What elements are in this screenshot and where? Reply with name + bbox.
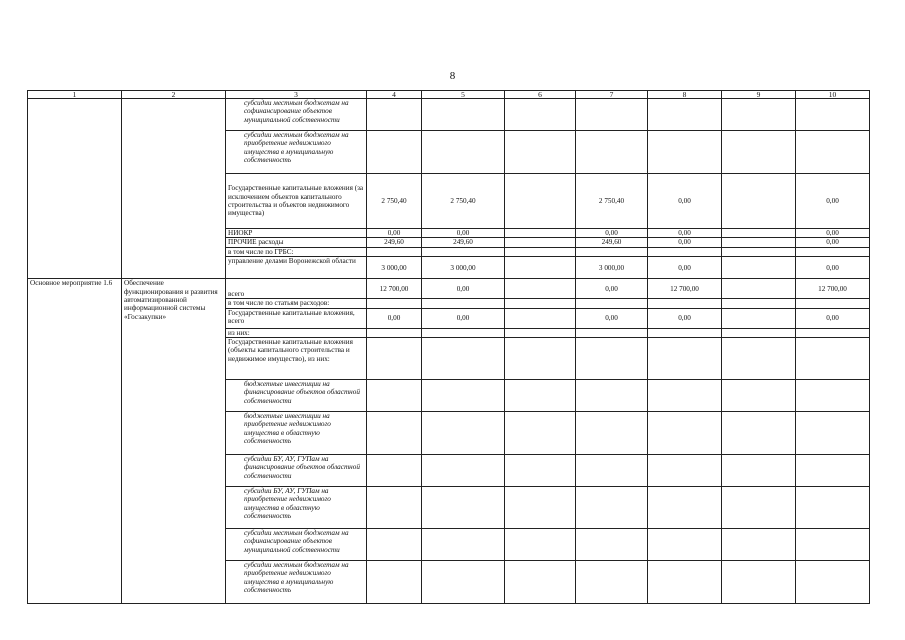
- cell-value: [367, 99, 422, 131]
- cell-item: субсидии местным бюджетам на софинансирование объектов муниципальной собственности: [226, 99, 367, 131]
- cell-value: [576, 561, 648, 604]
- budget-table: [27, 90, 870, 604]
- cell-value: [796, 412, 870, 455]
- cell-value: [796, 561, 870, 604]
- cell-value: [576, 455, 648, 487]
- page-number: 8: [449, 70, 456, 82]
- cell-value: 0,00: [648, 238, 722, 247]
- cell-value: [576, 412, 648, 455]
- cell-item: Государственные капитальные вложения (объекты капитального строительства и недвижимое имущество), из них:: [226, 338, 367, 380]
- cell-value: 0,00: [796, 238, 870, 247]
- cell-value: 2 750,40: [576, 174, 648, 229]
- cell-value: 0,00: [796, 174, 870, 229]
- cell-value: 0,00: [648, 229, 722, 238]
- cell-value: [505, 338, 576, 380]
- cell-value: [422, 247, 505, 256]
- cell-value: [505, 328, 576, 337]
- column-number: 8: [648, 91, 722, 99]
- cell-value: [422, 412, 505, 455]
- cell-value: [722, 561, 796, 604]
- cell-value: [367, 338, 422, 380]
- cell-value: [722, 99, 796, 131]
- cell-value: [648, 299, 722, 308]
- cell-value: [422, 338, 505, 380]
- cell-value: [367, 380, 422, 412]
- cell-value: [505, 487, 576, 529]
- cell-item: управление делами Воронежской области: [226, 257, 367, 279]
- column-number: 2: [122, 91, 226, 99]
- cell-value: [648, 131, 722, 174]
- cell-value: [576, 338, 648, 380]
- column-number: 5: [422, 91, 505, 99]
- cell-value: [367, 412, 422, 455]
- cell-value: 249,60: [422, 238, 505, 247]
- column-number: 7: [576, 91, 648, 99]
- cell-value: [576, 299, 648, 308]
- cell-value: [576, 487, 648, 529]
- table-row: [28, 279, 870, 299]
- cell-value: [648, 99, 722, 131]
- cell-value: 12 700,00: [796, 279, 870, 299]
- cell-value: 0,00: [367, 308, 422, 328]
- cell-value: [505, 174, 576, 229]
- cell-value: [422, 299, 505, 308]
- column-number: 3: [226, 91, 367, 99]
- cell-value: [576, 328, 648, 337]
- cell-measure-prev: [28, 99, 122, 279]
- cell-value: 0,00: [422, 279, 505, 299]
- cell-value: [648, 455, 722, 487]
- cell-value: [367, 328, 422, 337]
- cell-item: субсидии местным бюджетам на приобретение недвижимого имущества в муниципальную собственность: [226, 561, 367, 604]
- cell-value: [367, 487, 422, 529]
- cell-value: [367, 529, 422, 561]
- cell-value: [505, 561, 576, 604]
- cell-item: субсидии БУ, АУ, ГУПам на финансирование объектов областной собственности: [226, 455, 367, 487]
- cell-value: [422, 328, 505, 337]
- cell-description-prev: [122, 99, 226, 279]
- cell-value: [722, 247, 796, 256]
- cell-value: 249,60: [576, 238, 648, 247]
- cell-value: 0,00: [648, 257, 722, 279]
- cell-item: ПРОЧИЕ расходы: [226, 238, 367, 247]
- cell-value: 0,00: [367, 229, 422, 238]
- cell-value: 0,00: [576, 229, 648, 238]
- cell-value: [722, 131, 796, 174]
- cell-value: [576, 529, 648, 561]
- cell-value: 249,60: [367, 238, 422, 247]
- cell-value: [796, 247, 870, 256]
- cell-value: [422, 99, 505, 131]
- cell-value: [422, 131, 505, 174]
- cell-value: [796, 131, 870, 174]
- cell-value: 0,00: [648, 308, 722, 328]
- cell-value: 3 000,00: [422, 257, 505, 279]
- table-row: [28, 99, 870, 131]
- cell-value: 0,00: [796, 257, 870, 279]
- cell-value: [505, 279, 576, 299]
- cell-value: [722, 487, 796, 529]
- cell-value: [505, 308, 576, 328]
- cell-item: всего: [226, 279, 367, 299]
- cell-item: НИОКР: [226, 229, 367, 238]
- cell-value: [505, 131, 576, 174]
- cell-value: 0,00: [576, 279, 648, 299]
- cell-value: [505, 529, 576, 561]
- cell-value: [796, 380, 870, 412]
- cell-value: [722, 229, 796, 238]
- cell-value: [422, 380, 505, 412]
- cell-item: субсидии БУ, АУ, ГУПам на приобретение недвижимого имущества в областную собственность: [226, 487, 367, 529]
- cell-value: [722, 529, 796, 561]
- cell-value: [722, 308, 796, 328]
- cell-item: бюджетные инвестиции на финансирование объектов областной собственности: [226, 380, 367, 412]
- cell-value: 3 000,00: [367, 257, 422, 279]
- cell-value: [796, 338, 870, 380]
- cell-value: [505, 455, 576, 487]
- cell-value: 3 000,00: [576, 257, 648, 279]
- cell-item: в том числе по ГРБС:: [226, 247, 367, 256]
- cell-value: [422, 529, 505, 561]
- cell-value: [576, 247, 648, 256]
- cell-value: [505, 229, 576, 238]
- column-number: 10: [796, 91, 870, 99]
- cell-value: [367, 455, 422, 487]
- column-number: 1: [28, 91, 122, 99]
- cell-value: 0,00: [796, 229, 870, 238]
- cell-value: [796, 529, 870, 561]
- cell-item: Государственные капитальные вложения, всего: [226, 308, 367, 328]
- cell-item: Государственные капитальные вложения (за исключением объектов капитального строительства и объектов недвижимого имущества): [226, 174, 367, 229]
- cell-measure: Основное мероприятие 1.6: [28, 279, 122, 604]
- cell-value: [722, 338, 796, 380]
- cell-value: [722, 238, 796, 247]
- cell-value: [505, 99, 576, 131]
- cell-value: [367, 299, 422, 308]
- cell-value: 0,00: [576, 308, 648, 328]
- cell-value: [367, 561, 422, 604]
- cell-value: [648, 412, 722, 455]
- cell-value: [505, 299, 576, 308]
- cell-value: [722, 257, 796, 279]
- cell-value: [796, 455, 870, 487]
- cell-value: [505, 257, 576, 279]
- cell-value: [648, 529, 722, 561]
- cell-value: [505, 238, 576, 247]
- cell-value: [648, 328, 722, 337]
- cell-value: [796, 99, 870, 131]
- cell-item: субсидии местным бюджетам на софинансирование объектов муниципальной собственности: [226, 529, 367, 561]
- cell-value: [648, 487, 722, 529]
- cell-item: в том числе по статьям расходов:: [226, 299, 367, 308]
- cell-value: [576, 99, 648, 131]
- cell-value: [505, 412, 576, 455]
- cell-value: 12 700,00: [367, 279, 422, 299]
- cell-value: 2 750,40: [422, 174, 505, 229]
- cell-value: 0,00: [422, 308, 505, 328]
- cell-value: 12 700,00: [648, 279, 722, 299]
- cell-value: [422, 561, 505, 604]
- cell-value: [722, 279, 796, 299]
- cell-value: [576, 380, 648, 412]
- cell-value: [422, 455, 505, 487]
- cell-value: [576, 131, 648, 174]
- cell-value: [422, 487, 505, 529]
- column-number: 4: [367, 91, 422, 99]
- cell-value: [367, 247, 422, 256]
- cell-value: 0,00: [796, 308, 870, 328]
- cell-value: [722, 455, 796, 487]
- cell-value: [722, 412, 796, 455]
- cell-value: [648, 561, 722, 604]
- cell-value: [648, 380, 722, 412]
- cell-item: субсидии местным бюджетам на приобретение недвижимого имущества в муниципальную собственность: [226, 131, 367, 174]
- cell-value: 0,00: [422, 229, 505, 238]
- cell-value: [648, 338, 722, 380]
- cell-item: бюджетные инвестиции на приобретение недвижимого имущества в областную собственность: [226, 412, 367, 455]
- cell-item: из них:: [226, 328, 367, 337]
- column-number: 9: [722, 91, 796, 99]
- cell-description: Обеспечение функционирования и развития автоматизированной информационной системы «Госзакупки»: [122, 279, 226, 604]
- cell-value: [722, 380, 796, 412]
- cell-value: [722, 174, 796, 229]
- cell-value: 2 750,40: [367, 174, 422, 229]
- cell-value: [796, 328, 870, 337]
- cell-value: [648, 247, 722, 256]
- cell-value: [722, 299, 796, 308]
- cell-value: [505, 380, 576, 412]
- column-number: 6: [505, 91, 576, 99]
- cell-value: [367, 131, 422, 174]
- cell-value: [796, 299, 870, 308]
- cell-value: 0,00: [648, 174, 722, 229]
- column-number-row: [28, 91, 870, 99]
- cell-value: [722, 328, 796, 337]
- cell-value: [796, 487, 870, 529]
- cell-value: [505, 247, 576, 256]
